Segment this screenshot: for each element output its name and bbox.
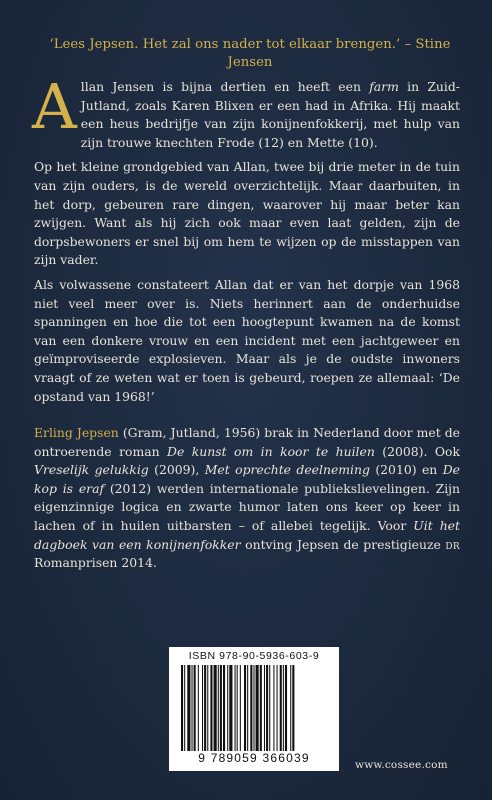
- isbn-barcode: [169, 647, 339, 771]
- bio-text-2: (2008). Ook: [374, 443, 461, 459]
- p1-farm: farm: [369, 79, 399, 94]
- bio-text-1: (Gram, Jutland, 1956) brak in Nederland door met de ontroerende roman: [34, 425, 460, 459]
- isbn-digits: 9 789059 366039: [198, 751, 310, 765]
- quote-attribution: – Stine Jensen: [227, 37, 451, 70]
- blurb-quote: [30, 36, 470, 72]
- book-title-4: De kop is eraf: [34, 462, 460, 496]
- quote-text: ‘Lees Jepsen. Het zal ons nader tot elkaar brengen.’: [49, 37, 401, 52]
- drop-cap: A: [32, 70, 77, 143]
- book-title-5: Uit het dagboek van een konijnenfokker: [34, 517, 460, 552]
- book-title-3: Met oprechte deelneming: [204, 462, 370, 478]
- synopsis-paragraph-3: Als volwassene constateert Allan dat er van het dorpje van 1968 niet veel meer over is. Niets herinnert aan de onderhuidse spanningen en hoe die tot een hoogtepunt kwamen na de komst van een donkere vrouw en een incident met een jachtgeweer en geïmproviseerde explosieven. Maar als je de oudste inwoners vraagt of ze weten wat er toen is gebeurd, roepen ze allemaal: ‘De opstand van 1968!’: [34, 276, 460, 404]
- bio-text-3: (2009),: [148, 462, 205, 478]
- synopsis-paragraph-2: Op het kleine grondgebied van Allan, twee bij drie meter in de tuin van zijn ouders, is de wereld overzichtelijk. Maar daarbuiten, in het dorp, gebeuren rare dingen, waarover hij maar beter kan zwijgen. Want als hij zich ook maar even laat gelden, zijn de dorpsbewoners er snel bij om hem te wijzen op de misstappen van zijn vader.: [34, 159, 460, 268]
- author-paragraph: [34, 424, 460, 573]
- book-title-2: Vreselijk gelukkig: [34, 462, 149, 478]
- book-title-1: De kunst om in koor te huilen: [167, 443, 375, 459]
- bio-text-5: (2012) werden internationale publiekslievelingen. Zijn eigenzinnige logica en zwarte humor laten ons keer op keer in lachen of in huilen uitbarsten – of allebei tegelijk. Voor: [34, 480, 460, 533]
- synopsis-paragraph-1: [32, 70, 460, 152]
- author-name: Erling Jepsen: [34, 425, 119, 440]
- p1-text-b: in Zuid-Jutland, zoals Karen Blixen er een had in Afrika. Hij maakt een heus bedrijfje van zijn konijnenfokkerij, met hulp van zijn trouwe knechten Frode (12) en Mette (10).: [80, 79, 460, 150]
- bio-text-7: Romanprisen 2014.: [34, 555, 157, 571]
- isbn-label: ISBN 978-90-5936-603-9: [188, 650, 320, 662]
- bio-text-6: ontving Jepsen de prestigieuze: [240, 536, 446, 552]
- synopsis: [32, 70, 460, 412]
- dr-abbrev: dr: [445, 536, 460, 552]
- author-bio: [34, 424, 460, 573]
- bio-text-4: (2010) en: [369, 462, 443, 478]
- publisher-url: www.cossee.com: [355, 759, 448, 771]
- p1-text-a: llan Jensen is bijna dertien en heeft een: [80, 79, 370, 94]
- barcode-bars: [181, 665, 331, 751]
